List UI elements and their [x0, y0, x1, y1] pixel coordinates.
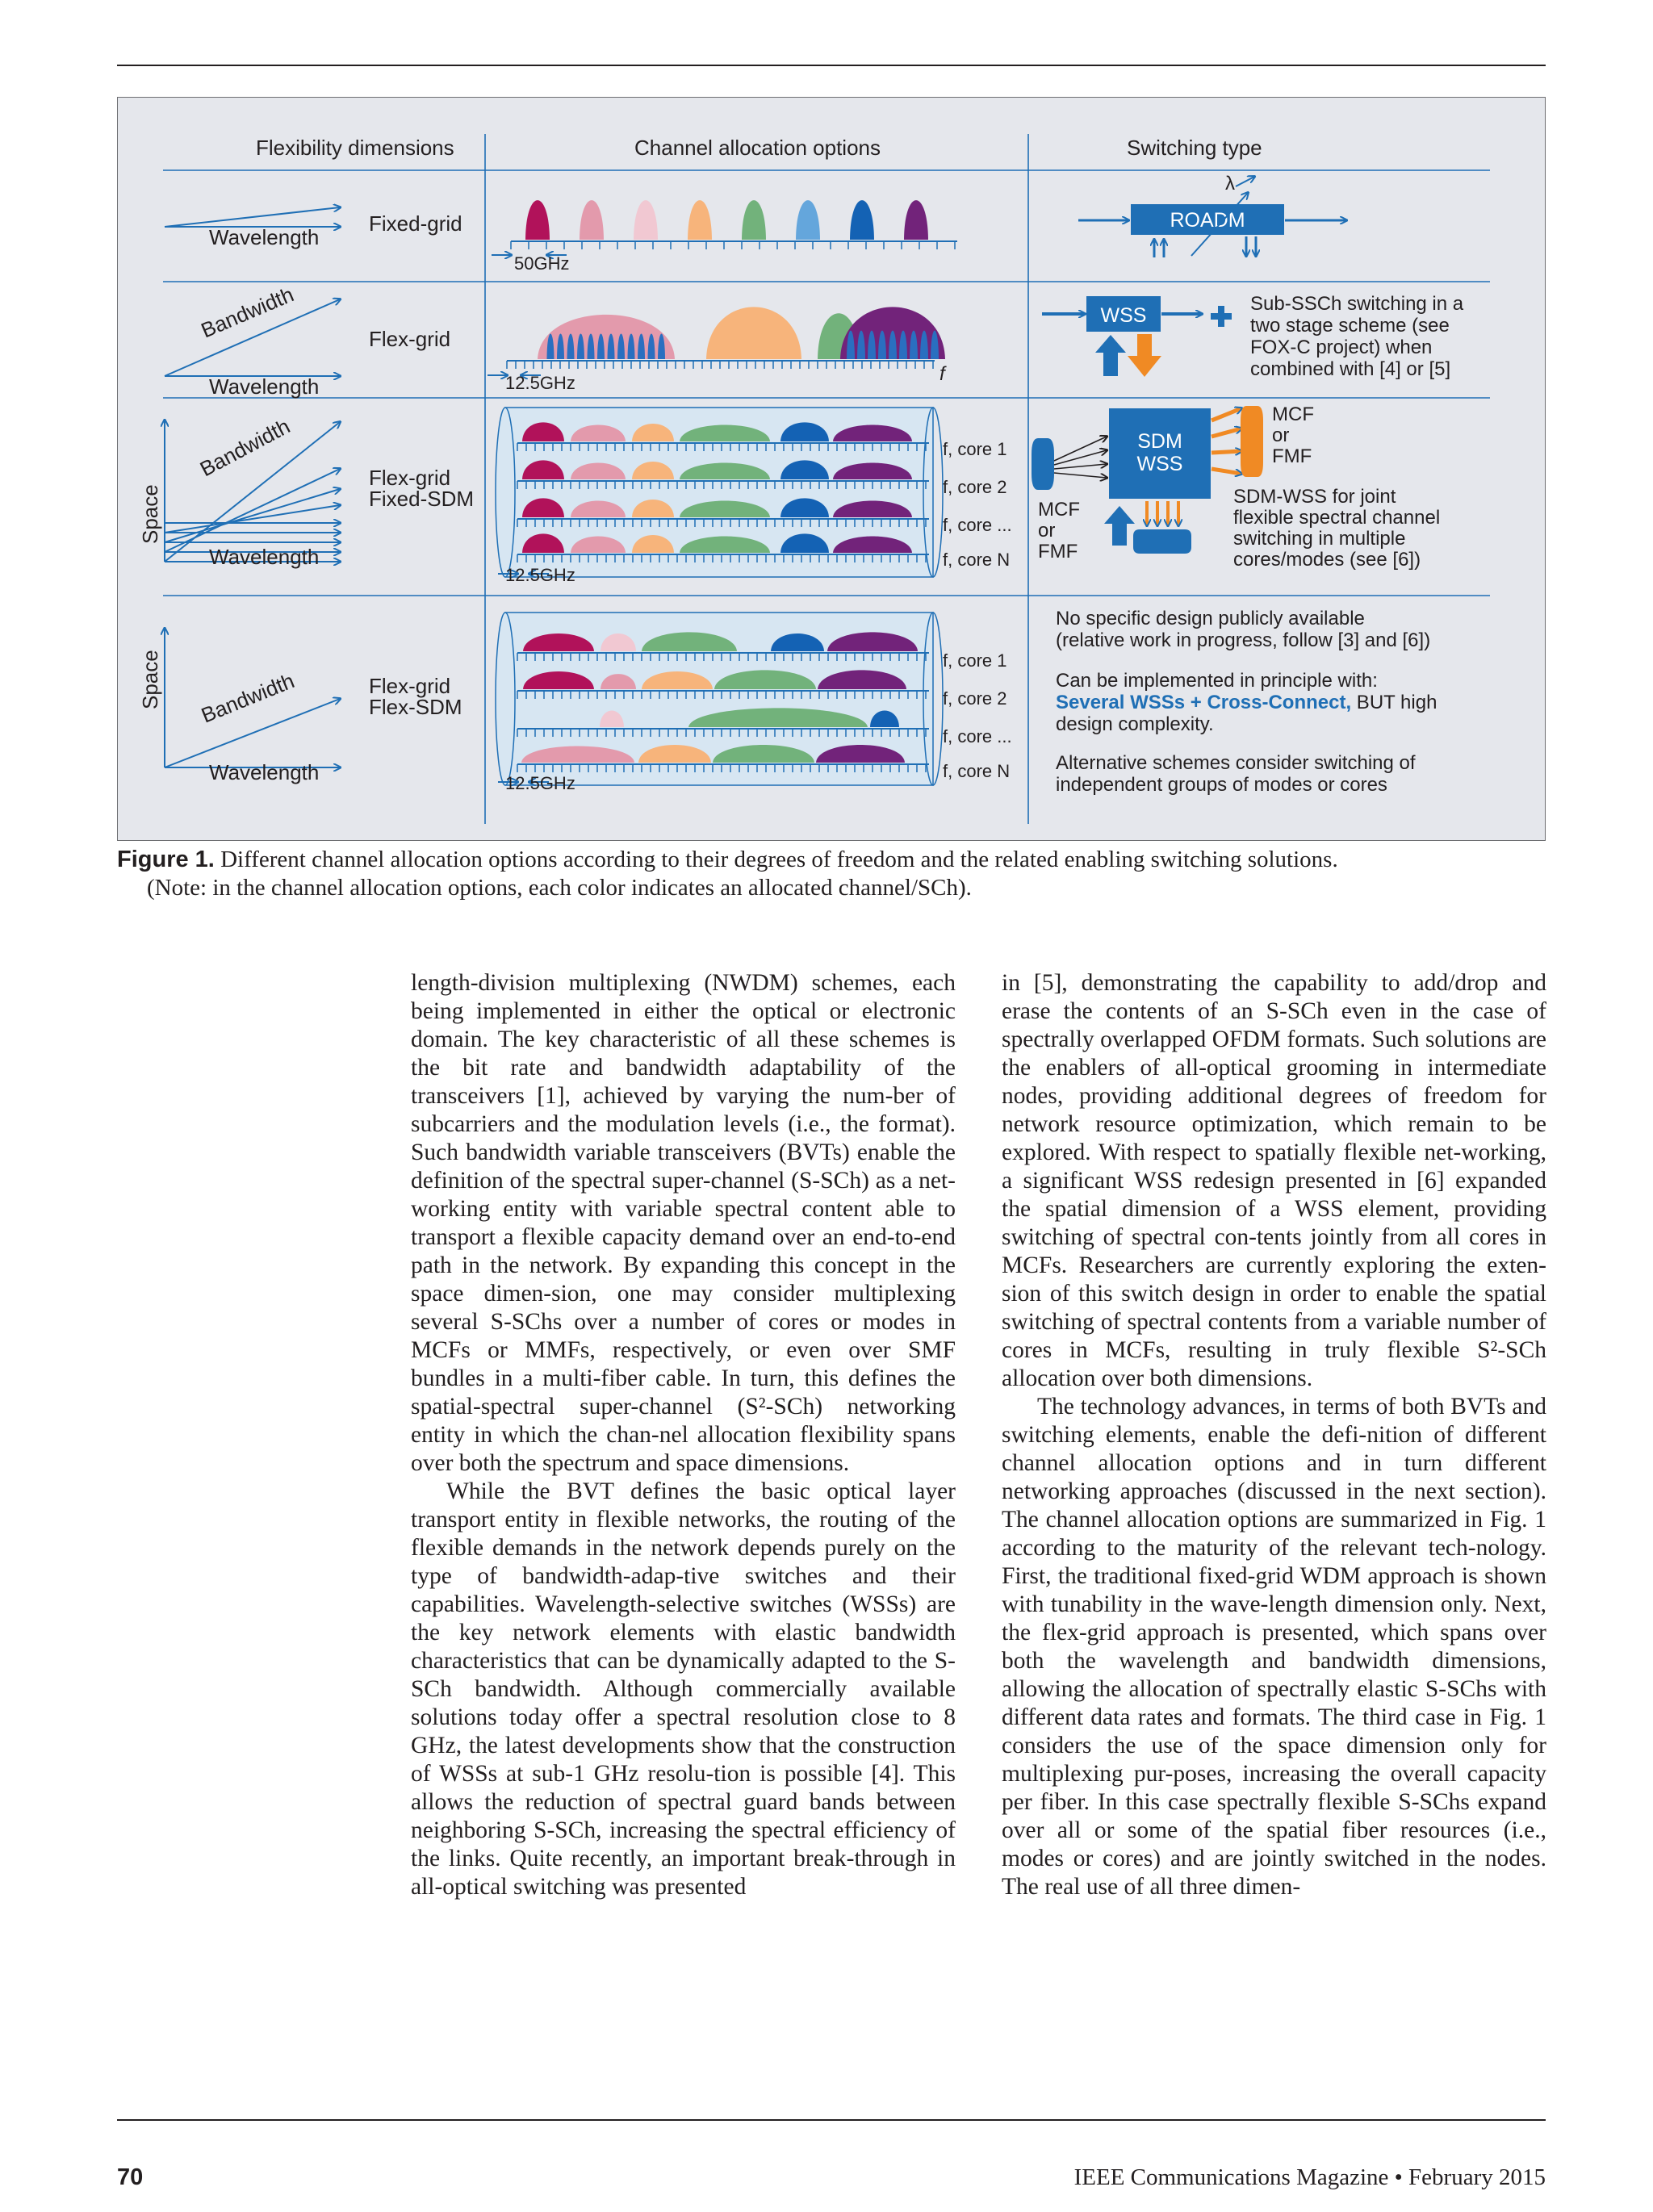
column-right — [1002, 969, 1546, 1901]
channel-mark — [850, 200, 874, 240]
spacing-label-50ghz: 50GHz — [514, 253, 570, 274]
space-label: Space — [138, 484, 162, 544]
paragraph: length-division multiplexing (NWDM) schemes, each being implemented in either the optical or electronic domain. The key characteristic of all these schemes is the bit rate and bandwidth adaptability of the transceivers [1], achieved by varying the num-ber of subcarriers and the modulation levels (i.e., the format). Such bandwidth variable transceivers (BVTs) enable the definition of the spectral super-channel (S-SCh) as a net-working entity with variable spectral content able to transport a flexible capacity demand over an end-to-end path in the network. By expanding this concept in the space dimen-sion, one may consider multiplexing several S-SChs over a number of cores or modes in MCFs or MMFs, respectively, or even over SMF bundles in a multi-fiber cable. In turn, this defines the spatial-spectral super-channel (S²-SCh) networking entity in which the chan-nel allocation flexibility spans over both the spectrum and space dimensions. — [411, 970, 956, 1476]
flex-note-mixed — [1056, 692, 1437, 713]
wss-block — [1042, 293, 1464, 380]
row-fixed-grid — [165, 200, 957, 274]
header-switching: Switching type — [1127, 136, 1262, 160]
column-left — [411, 969, 956, 1901]
drop-arrow-orange — [1128, 334, 1161, 377]
wss-note: combined with [4] or [5] — [1250, 358, 1451, 380]
super-channel-mark — [706, 307, 801, 359]
caption-text: Different channel allocation options according to their degrees of freedom and the related enabling switching solutions. — [214, 847, 1338, 872]
journal-footer: IEEE Communications Magazine • February 2015 — [1073, 2164, 1546, 2190]
flex-note-highlight: Several WSSs + Cross-Connect, — [1056, 692, 1352, 713]
spectrum-fixed-grid — [492, 200, 957, 255]
mcf-right: or — [1272, 424, 1290, 446]
core-label: f, core ... — [943, 726, 1012, 746]
flex-note: Can be implemented in principle with: — [1056, 670, 1378, 692]
flex-note: Alternative schemes consider switching of — [1056, 752, 1416, 774]
add-arrow — [1095, 335, 1126, 376]
grid-label-flex: Flex-grid — [369, 674, 451, 698]
core-label: f, core 2 — [943, 688, 1007, 709]
wss-note: FOX-C project) when — [1250, 337, 1433, 358]
channel-mark — [580, 200, 604, 240]
sdm-note: SDM-WSS for joint — [1233, 486, 1396, 508]
figure-panel — [117, 97, 1546, 841]
channel-mark — [525, 200, 550, 240]
wavelength-label: Wavelength — [209, 545, 320, 569]
wss-note: two stage scheme (see — [1250, 315, 1450, 337]
flex-sdm-notes — [1056, 608, 1437, 796]
add-arrow — [1104, 506, 1135, 546]
bandwidth-label: Bandwidth — [197, 282, 298, 343]
channel-mark — [688, 200, 712, 240]
flex-note: (relative work in progress, follow [3] and [6]) — [1056, 629, 1431, 651]
caption-line-2: (Note: in the channel allocation options, each color indicates an allocated channel/SCh). — [147, 875, 972, 901]
spacing-label-12-5ghz: 12.5GHz — [505, 565, 575, 585]
roadm-block — [1078, 173, 1346, 257]
bandwidth-label: Bandwidth — [198, 668, 298, 728]
top-rule — [117, 65, 1546, 66]
flex-note: No specific design publicly available — [1056, 608, 1365, 629]
grid-label-flex-sdm: Flex-SDM — [369, 695, 462, 719]
header-flexibility: Flexibility dimensions — [256, 136, 454, 160]
fiber-bundle-right — [1241, 406, 1263, 477]
wavelength-label: Wavelength — [209, 760, 320, 784]
channel-mark — [796, 200, 820, 240]
space-label: Space — [138, 650, 162, 709]
core-label: f, core 1 — [943, 650, 1007, 671]
sdm-wss-label: SDM — [1137, 430, 1182, 453]
grid-label-flex: Flex-grid — [369, 327, 451, 351]
fiber-drop — [1133, 529, 1191, 554]
core-label: f, core ... — [943, 515, 1012, 535]
flex-note: design complexity. — [1056, 713, 1214, 735]
row-fixed-sdm — [138, 408, 1012, 585]
sdm-note: switching in multiple — [1233, 528, 1406, 550]
wavelength-label: Wavelength — [209, 225, 320, 249]
mcf-right: FMF — [1272, 445, 1312, 467]
core-label: f, core 2 — [943, 477, 1007, 497]
paragraph: The technology advances, in terms of both BVTs and switching elements, enable the defi-nition of different channel allocation options and in turn different networking approaches (discussed in the next section). The channel allocation options are summarized in Fig. 1 according to the maturity of the relevant tech-nology. First, the traditional fixed-grid WDM approach is shown with tunability in the wave-length dimension only. Next, the flex-grid approach is presented, which spans over both the wavelength and bandwidth dimensions, allowing the allocation of spectrally elastic S-SChs with different data rates and formats. The third case in Fig. 1 considers the use of the space dimension only for multiplexing pur-poses, increasing the overall capacity per fiber. In this case spectrally flexible S-SChs expand over all or some of the spatial fiber resources (i.e., modes or cores) and are jointly switched in the nodes. The real use of all three dimen- — [1002, 1394, 1546, 1900]
mcf-left: FMF — [1038, 541, 1078, 562]
spacing-label-12-5ghz: 12.5GHz — [505, 373, 575, 393]
spectrum-flex-sdm — [496, 613, 943, 785]
wavelength-label: Wavelength — [209, 374, 320, 399]
channel-mark — [634, 200, 658, 240]
sdm-note: cores/modes (see [6]) — [1233, 549, 1421, 571]
flex-note-tail: BUT high — [1351, 692, 1437, 713]
grid-label-fixed-sdm: Fixed-SDM — [369, 487, 475, 511]
mcf-left: or — [1038, 520, 1056, 542]
row-flex-grid — [165, 282, 947, 399]
header-channel: Channel allocation options — [634, 136, 881, 160]
paragraph: While the BVT defines the basic optical layer transport entity in flexible networks, the routing of the flexible demands in the network depends purely on the type of bandwidth-adap-tive switches and their capabilities. Wavelength-selective switches (WSSs) are the key network elements with elastic bandwidth characteristics that can be dynamically adapted to the S-SCh bandwidth. Although commercially available solutions today offer a spectral resolution close to 8 GHz, the latest developments show that the construction of WSSs at sub-1 GHz resolu-tion is possible [4]. This allows the reduction of spectral guard bands between neighboring S-SCh, increasing the spectral efficiency of the links. Quite recently, an important break-through in all-optical switching was presented — [411, 1478, 956, 1900]
mcf-left: MCF — [1038, 499, 1080, 521]
flex-note: independent groups of modes or cores — [1056, 774, 1387, 796]
caption-line-1 — [117, 846, 1546, 874]
lambda-label: λ — [1225, 173, 1235, 194]
frequency-label: f — [939, 363, 945, 385]
grid-label-flex: Flex-grid — [369, 466, 451, 490]
figure-svg — [118, 98, 1545, 840]
roadm-label: ROADM — [1170, 209, 1245, 232]
row-flex-sdm — [138, 613, 1012, 793]
spectrum-fixed-sdm — [496, 408, 943, 577]
sdm-wss-label: WSS — [1136, 453, 1183, 475]
sdm-wss-block — [1032, 404, 1440, 571]
sdm-note: flexible spectral channel — [1233, 507, 1441, 529]
spacing-label-12-5ghz: 12.5GHz — [505, 773, 575, 793]
core-label: f, core N — [943, 761, 1011, 781]
bottom-rule — [117, 2119, 1546, 2121]
grid-label-fixed: Fixed-grid — [369, 211, 462, 236]
page-number: 70 — [117, 2164, 144, 2190]
channel-mark — [904, 200, 928, 240]
bandwidth-label: Bandwidth — [195, 413, 295, 482]
fiber-end — [496, 613, 515, 785]
core-label: f, core 1 — [943, 439, 1007, 459]
wavelength-arrow — [165, 207, 340, 227]
wss-note: Sub-SSCh switching in a — [1250, 293, 1464, 315]
wss-label: WSS — [1100, 304, 1147, 327]
figure-caption — [117, 846, 1546, 902]
core-label: f, core N — [943, 550, 1011, 570]
caption-label: Figure 1. — [117, 847, 215, 872]
mcf-right: MCF — [1272, 404, 1314, 425]
plus-icon — [1211, 306, 1232, 327]
channel-mark — [742, 200, 766, 240]
fiber-bundle-left — [1032, 438, 1054, 490]
paragraph: in [5], demonstrating the capability to add/drop and erase the contents of an S-SCh even in the case of spectrally overlapped OFDM formats. Such solutions are the enablers of all-optical grooming in intermediate nodes, providing additional degrees of freedom for network resource optimization, which remain to be explored. With respect to spatially flexible net-working, a significant WSS redesign presented in [6] expanded the spatial dimension of a WSS element, providing switching of spectral con-tents jointly from all cores in MCFs. Researchers are currently exploring the exten-sion of this switch design in order to enable the spatial switching of spectral contents from a variable number of cores in MCFs, resulting in truly flexible S²-SCh allocation over both dimensions. — [1002, 970, 1546, 1391]
fiber-end — [496, 408, 515, 577]
spectrum-flex-grid — [488, 307, 945, 375]
